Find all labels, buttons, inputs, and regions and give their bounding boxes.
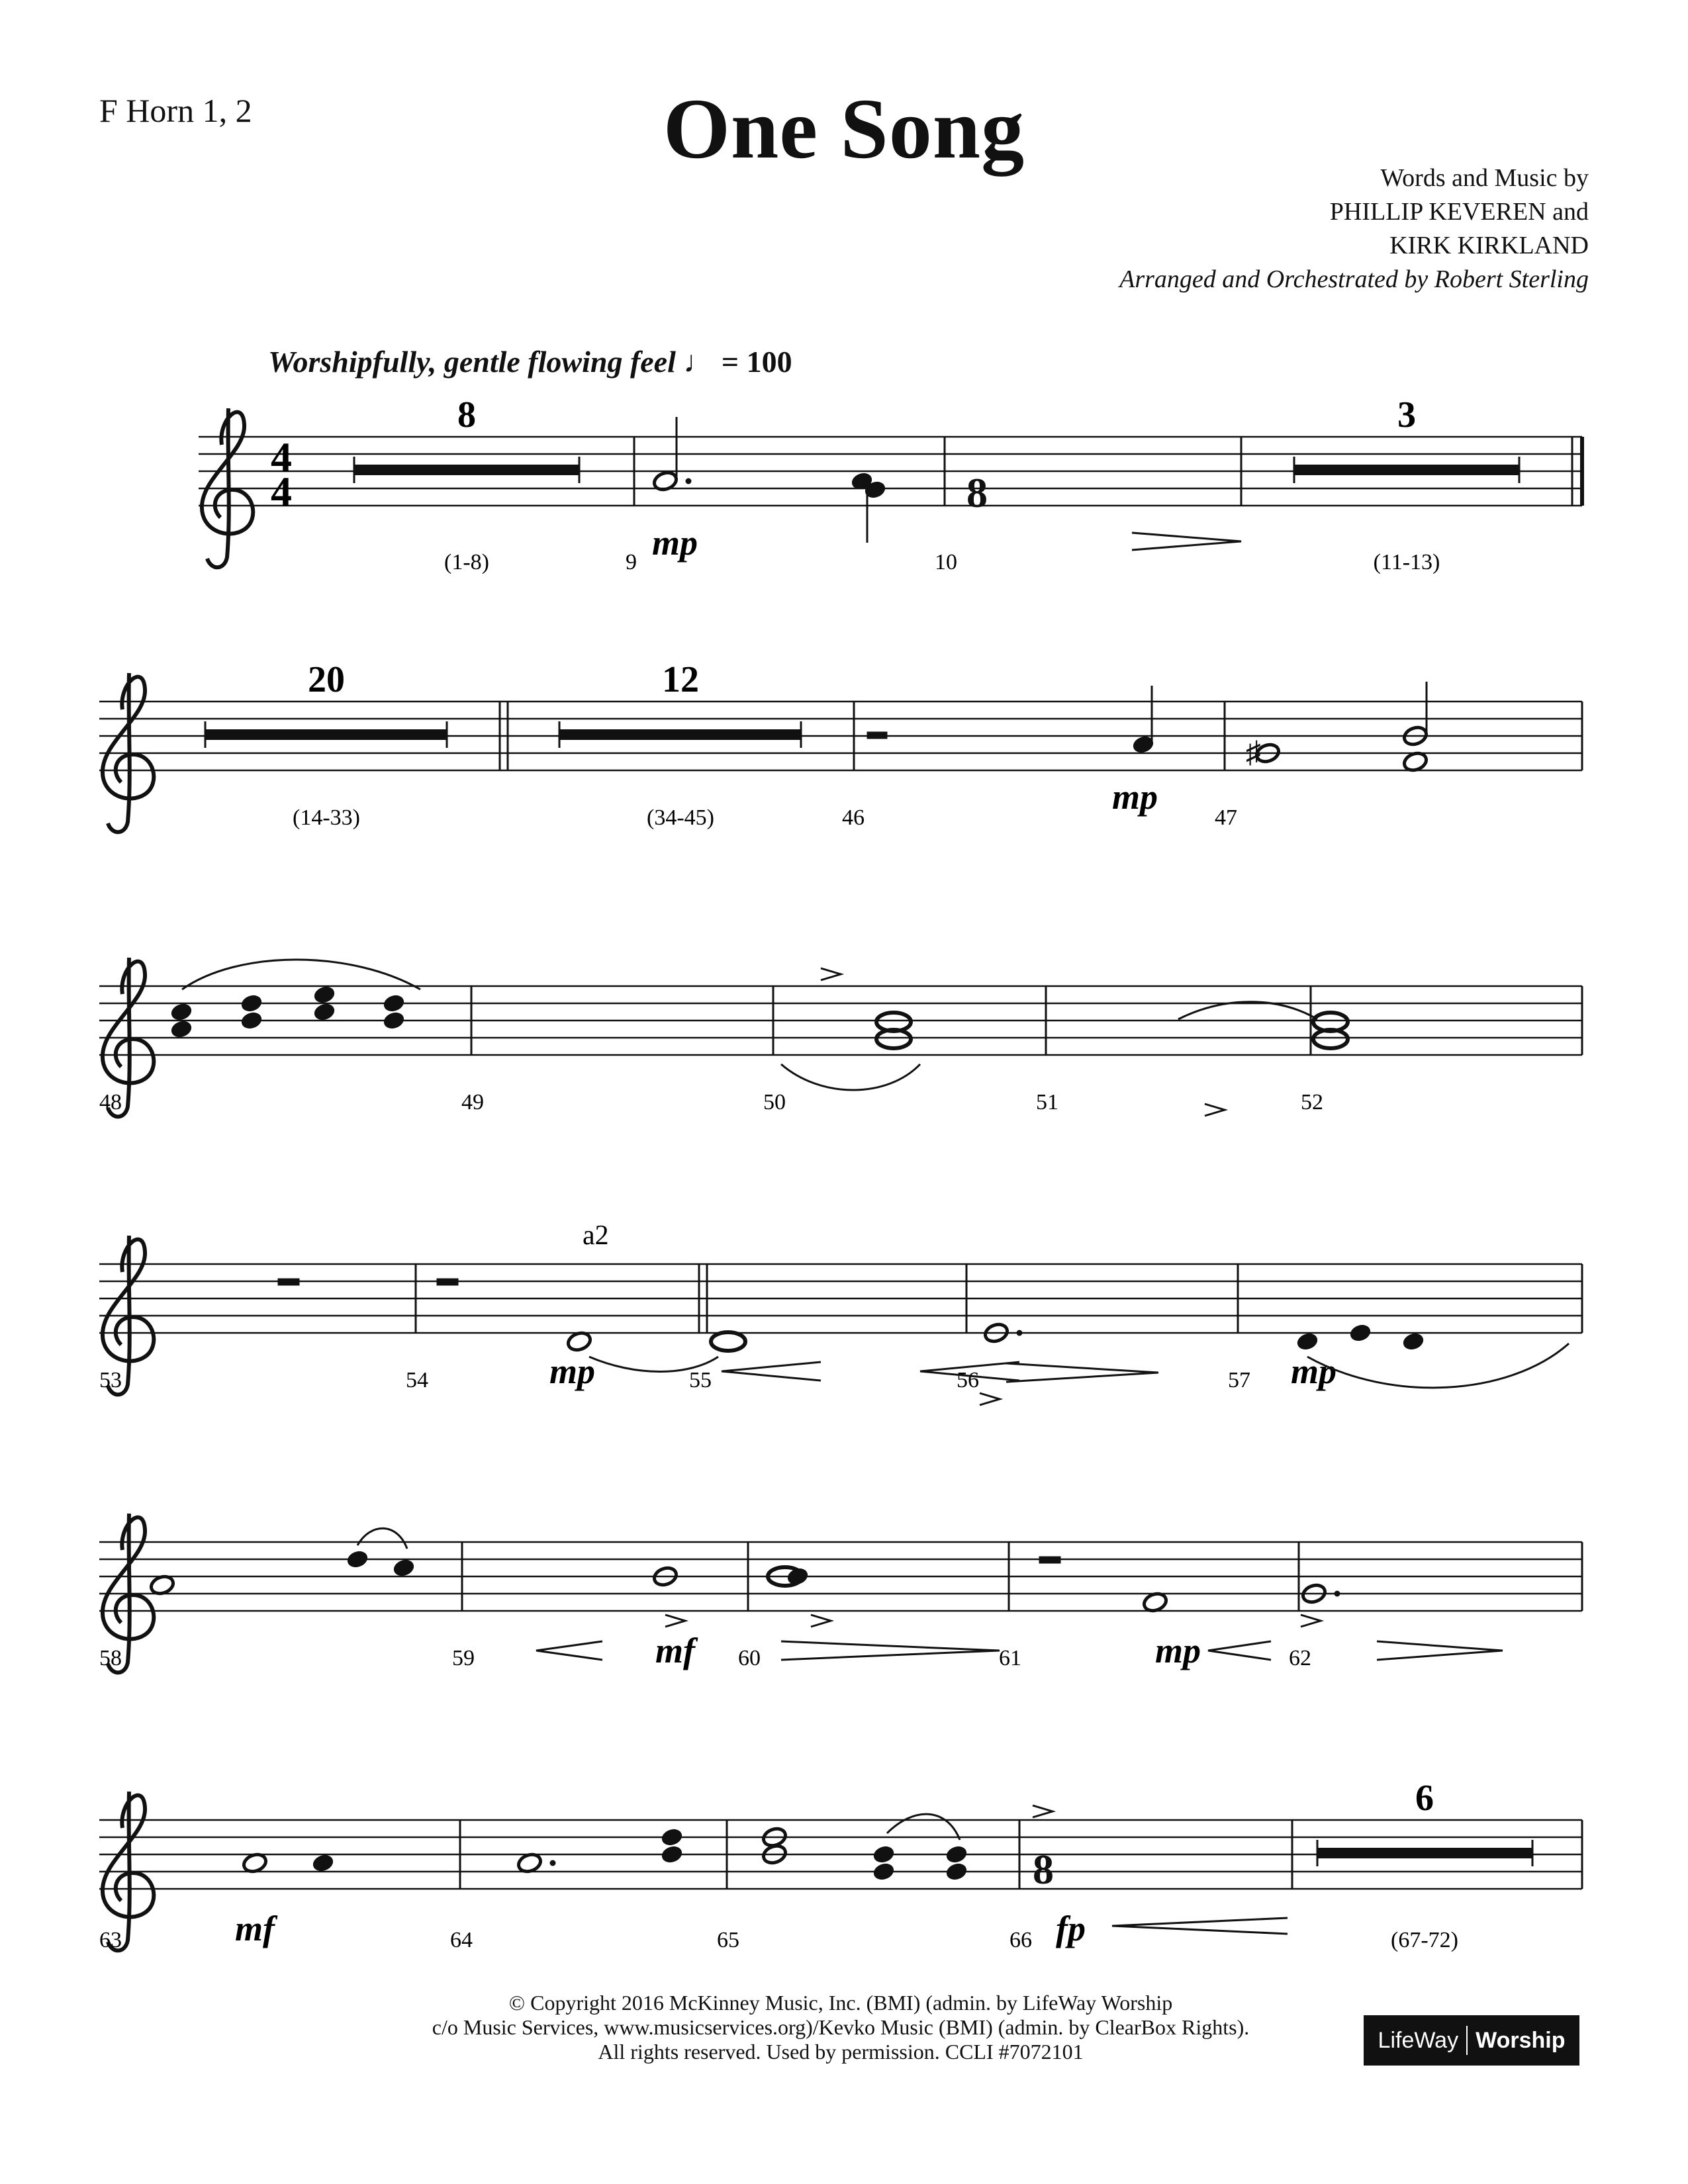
slurs xyxy=(182,960,1569,1840)
whole-chord-figure: 8 xyxy=(1033,1846,1054,1893)
logo-right: Worship xyxy=(1476,2027,1566,2053)
measure-number: 46 xyxy=(842,805,865,830)
measure-number: 66 xyxy=(1009,1928,1032,1952)
copyright-line: c/o Music Services, www.musicservices.org)/Kevko Music (BMI) (admin. by ClearBox Rights). xyxy=(432,2015,1250,2039)
hairpins xyxy=(536,533,1503,1934)
measure-number: 53 xyxy=(99,1368,122,1392)
multi-rest xyxy=(354,394,579,483)
rest-range: (34-45) xyxy=(647,805,714,830)
measure-number: 60 xyxy=(738,1646,761,1670)
logo-divider xyxy=(1466,2026,1468,2055)
dynamic-marking: mp xyxy=(1291,1351,1337,1391)
measure-number: 47 xyxy=(1215,805,1237,830)
dynamic-marking: mf xyxy=(235,1909,275,1948)
time-signature xyxy=(271,433,292,515)
multi-rest xyxy=(205,659,447,748)
measure-number: 61 xyxy=(999,1646,1021,1670)
measure-number: 48 xyxy=(99,1090,122,1115)
measure-number: 50 xyxy=(763,1090,786,1115)
rest-ranges xyxy=(293,550,1458,1952)
dynamic-marking: mp xyxy=(1112,777,1158,817)
rest-count: 3 xyxy=(1397,394,1416,435)
arranger-credit: Arranged and Orchestrated by Robert Sterling xyxy=(1119,265,1589,293)
time-signature-top: 4 xyxy=(271,433,292,480)
tempo-bpm: = 100 xyxy=(721,345,792,379)
measure-number: 54 xyxy=(406,1368,428,1392)
credit-line: Words and Music by xyxy=(1380,164,1589,192)
time-signature-bottom: 4 xyxy=(271,468,292,515)
tempo-text: Worshipfully, gentle flowing feel xyxy=(268,345,676,379)
part-name: F Horn 1, 2 xyxy=(99,92,252,129)
measure-number: 63 xyxy=(99,1928,122,1952)
credit-line: PHILLIP KEVEREN and xyxy=(1329,198,1589,226)
quarter-note-icon: ♩ xyxy=(683,345,714,379)
a2-marking: a2 xyxy=(583,1220,609,1251)
multi-rest xyxy=(559,659,801,748)
copyright-line: All rights reserved. Used by permission. CCLI #7072101 xyxy=(598,2040,1084,2064)
multi-rest xyxy=(1317,1778,1532,1866)
logo-left: LifeWay xyxy=(1378,2027,1459,2053)
measure-number: 64 xyxy=(450,1928,473,1952)
song-title: One Song xyxy=(663,81,1025,177)
measure-number: 55 xyxy=(689,1368,712,1392)
dynamic-marking: mp xyxy=(1155,1631,1201,1670)
measure-number: 51 xyxy=(1036,1090,1058,1115)
measure-number: 49 xyxy=(461,1090,484,1115)
copyright-notice xyxy=(371,1991,1311,2064)
measure-numbers xyxy=(99,550,1323,1952)
dynamic-marking: mp xyxy=(652,523,698,563)
measure-number: 58 xyxy=(99,1646,122,1670)
measure-number: 62 xyxy=(1289,1646,1311,1670)
measure-number: 52 xyxy=(1301,1090,1323,1115)
measure-number: 57 xyxy=(1228,1368,1250,1392)
barlines xyxy=(416,437,1582,1889)
rest-range: (14-33) xyxy=(293,805,360,830)
dynamic-marking: mf xyxy=(655,1631,695,1670)
treble-clef-icon xyxy=(103,408,253,1950)
copyright-line: © Copyright 2016 McKinney Music, Inc. (BMI) (admin. by LifeWay Worship xyxy=(508,1991,1173,2015)
rest-count: 8 xyxy=(457,394,476,435)
measure-number: 59 xyxy=(452,1646,475,1670)
rest-range: (1-8) xyxy=(444,550,489,574)
dynamic-marking: mp xyxy=(549,1351,596,1391)
dynamic-marking: fp xyxy=(1056,1909,1086,1948)
chord-group xyxy=(169,985,406,1040)
measure-number: 9 xyxy=(626,550,637,574)
staff-lines xyxy=(99,437,1582,1889)
multi-rest xyxy=(1294,394,1519,483)
lifeway-worship-logo xyxy=(1364,2015,1579,2066)
credit-line: KIRK KIRKLAND xyxy=(1389,232,1589,259)
rest-count: 12 xyxy=(662,659,699,700)
rest-count: 6 xyxy=(1415,1778,1434,1819)
sharp-icon: ♯ xyxy=(1246,735,1261,769)
rest-count: 20 xyxy=(308,659,345,700)
measure-number: 10 xyxy=(935,550,957,574)
whole-rest-figure: 8 xyxy=(966,469,988,516)
notes xyxy=(149,417,1429,1893)
rest-range: (11-13) xyxy=(1373,550,1440,574)
measure-number: 65 xyxy=(717,1928,739,1952)
rest-range: (67-72) xyxy=(1391,1928,1458,1952)
measure-number: 56 xyxy=(957,1368,979,1392)
